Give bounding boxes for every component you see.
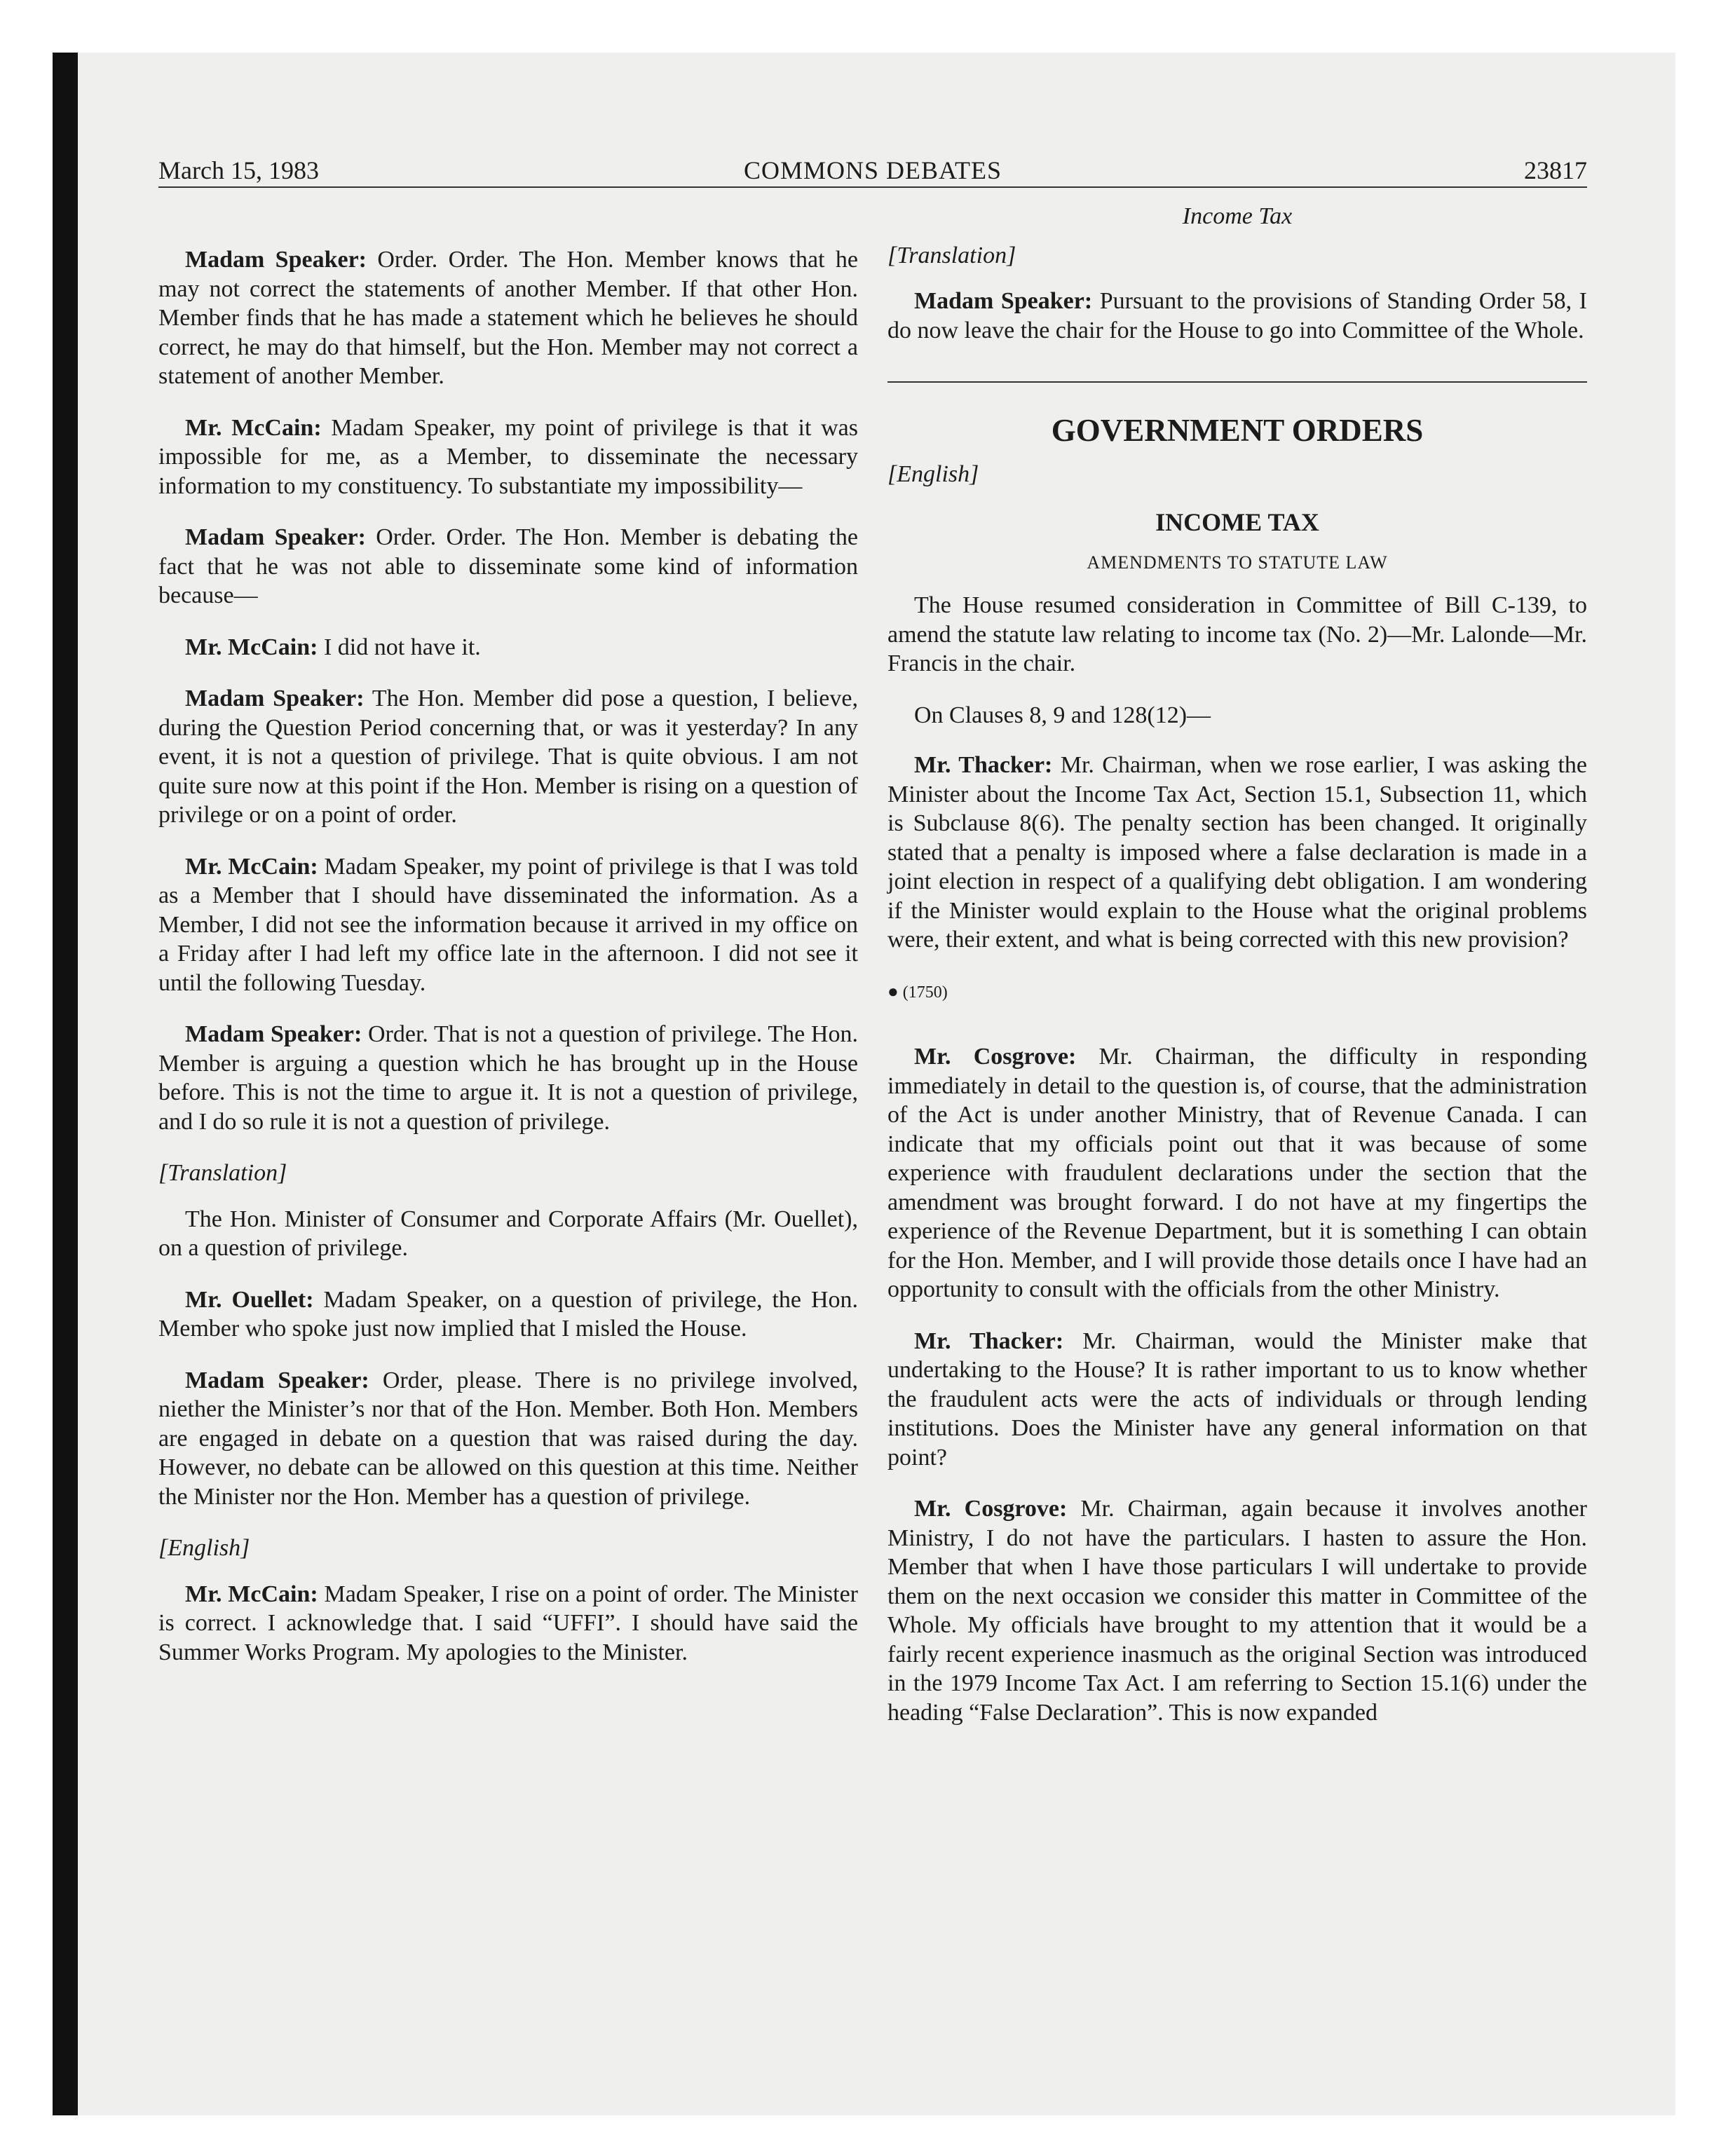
speech-text: Madam Speaker, on a question of privilege, the Hon. Member who spoke just now implied that I misled the House. — [158, 1286, 858, 1342]
section-title: GOVERNMENT ORDERS — [1051, 413, 1424, 448]
speech-paragraph — [158, 1580, 858, 1667]
speech-paragraph — [158, 1020, 858, 1136]
header-date: March 15, 1983 — [158, 156, 319, 184]
header-publication: COMMONS DEBATES — [743, 156, 1002, 184]
timestamp-text: (1750) — [902, 983, 948, 1002]
binding-edge — [53, 53, 78, 2115]
speech-paragraph — [158, 684, 858, 830]
timestamp — [887, 977, 1587, 1008]
speech-paragraph — [158, 414, 858, 501]
speaker-name: Mr. McCain: — [185, 634, 318, 660]
subsection-title: INCOME TAX — [1155, 507, 1319, 536]
language-marker: [English] — [887, 461, 979, 487]
speech-paragraph — [887, 1042, 1587, 1304]
section-rule — [887, 381, 1587, 383]
speech-text: Mr. Chairman, again because it involves another Ministry, I do not have the particulars. I hasten to assure the Hon. Member that when I have those particulars I will undertake to provide them on the next occasion we consider this matter in Committee of the Whole. My officials have brought to my attention that it would be a fairly recent experience inasmuch as the original Section was introduced in the 1979 Income Tax Act. I am referring to Section 15.1(6) under the heading “False Declaration”. This is now expanded — [887, 1496, 1587, 1726]
speech-paragraph — [158, 633, 858, 662]
language-marker: [Translation] — [158, 1160, 287, 1186]
speech-text: Madam Speaker, I rise on a point of order. The Minister is correct. I acknowledge that. I said “UFFI”. I should have said the Summer Works Program. My apologies to the Minister. — [158, 1581, 858, 1665]
language-marker: [English] — [158, 1535, 250, 1561]
speech-paragraph — [158, 852, 858, 998]
speaker-name: Mr. McCain: — [185, 853, 318, 880]
speech-text: Order. That is not a question of privilege. The Hon. Member is arguing a question which he has brought up in the House before. This is not the time to argue it. It is not a question of privilege, and I do so rule it is not a question of privilege. — [158, 1021, 858, 1135]
speech-paragraph — [158, 1366, 858, 1512]
speech-paragraph — [158, 1285, 858, 1344]
right-column — [887, 196, 1587, 1749]
speaker-name: Madam Speaker: — [914, 288, 1093, 314]
speech-text: Order. Order. The Hon. Member is debating the fact that he was not able to disseminate some kind of information because— — [158, 524, 858, 608]
speaker-name: Madam Speaker: — [185, 1021, 362, 1047]
bullet-icon: ● — [887, 981, 899, 1002]
speaker-name: Mr. Thacker: — [914, 752, 1053, 778]
left-column — [158, 196, 858, 1689]
speech-paragraph — [887, 287, 1587, 345]
speaker-name: Mr. Ouellet: — [185, 1286, 314, 1313]
page-header — [158, 153, 1587, 188]
speaker-name: Madam Speaker: — [185, 685, 365, 711]
header-page-number: 23817 — [1524, 156, 1587, 184]
speech-text: Madam Speaker, my point of privilege is that I was told as a Member that I should have disseminated the information. As a Member, I did not see the information because it arrived in my office on a Friday after I had left my office late in the afternoon. I did not see it until the following Tuesday. — [158, 853, 858, 996]
speech-paragraph — [887, 1494, 1587, 1727]
speaker-name: Madam Speaker: — [185, 247, 367, 273]
speech-text: I did not have it. — [318, 634, 481, 660]
speech-text: Pursuant to the provisions of Standing Order 58, I do now leave the chair for the House to go into Committee of the Whole. — [887, 288, 1587, 343]
header-rule — [158, 186, 1587, 188]
running-head: Income Tax — [1182, 203, 1293, 229]
speech-text: The Hon. Member did pose a question, I believe, during the Question Period concerning that, or was it yesterday? In any event, it is not a question of privilege. That is quite obvious. I am not quite sure now at this point if the Hon. Member is rising on a question of privilege or on a point of order. — [158, 685, 858, 828]
speech-paragraph — [887, 1327, 1587, 1473]
speaker-name: Mr. McCain: — [185, 414, 322, 441]
speech-text: Mr. Chairman, when we rose earlier, I was asking the Minister about the Income Tax Act, Section 15.1, Subsection 11, which is Subclause 8(6). The penalty section has been changed. It originally stated that a penalty is imposed where a false declaration is made in a joint election in respect of a qualifying debt obligation. I am wondering if the Minister would explain to the House what the original problems were, their extent, and what is being corrected with this new provision? — [887, 752, 1587, 953]
speech-paragraph — [158, 245, 858, 391]
speaker-name: Madam Speaker: — [185, 1367, 369, 1393]
speaker-name: Madam Speaker: — [185, 524, 366, 550]
speaker-name: Mr. Thacker: — [914, 1328, 1064, 1354]
language-marker: [Translation] — [887, 242, 1016, 268]
clauses-line: On Clauses 8, 9 and 128(12)— — [914, 702, 1211, 728]
narrative-paragraph: The Hon. Minister of Consumer and Corporate Affairs (Mr. Ouellet), on a question of privilege. — [158, 1206, 858, 1261]
speech-paragraph — [887, 751, 1587, 955]
speech-text: Mr. Chairman, the difficulty in responding immediately in detail to the question is, of course, that the administration of the Act is under another Ministry, that of Revenue Canada. I can indicate that my officials point out that it was because of some experience with fraudulent declarations under the section that the amendment was brought forward. I do not have at my fingertips the experience of the Revenue Department, but it is something I can obtain for the Hon. Member, and I will provide those details once I have had an opportunity to consult with the officials from the other Ministry. — [887, 1044, 1587, 1302]
speech-text: Order, please. There is no privilege involved, niether the Minister’s nor that of the Hon. Member. Both Hon. Members are engaged in debate on a question that was raised during the day. However, no debate can be allowed on this question at this time. Neither the Minister nor the Hon. Member has a question of privilege. — [158, 1367, 858, 1510]
speech-text: Mr. Chairman, would the Minister make that undertaking to the House? It is rather important to us to know whether the fraudulent acts were the acts of individuals or through lending institutions. Does the Minister have any general information on that point? — [887, 1328, 1587, 1471]
speaker-name: Mr. Cosgrove: — [914, 1496, 1068, 1522]
speech-text: Madam Speaker, my point of privilege is that it was impossible for me, as a Member, to disseminate the necessary information to my constituency. To substantiate my impossibility— — [158, 414, 858, 499]
narrative-paragraph: The House resumed consideration in Committee of Bill C-139, to amend the statute law relating to income tax (No. 2)—Mr. Lalonde—Mr. Francis in the chair. — [887, 592, 1587, 676]
speech-paragraph — [158, 523, 858, 610]
speaker-name: Mr. Cosgrove: — [914, 1044, 1077, 1070]
speaker-name: Mr. McCain: — [185, 1581, 318, 1607]
subsection-subtitle: AMENDMENTS TO STATUTE LAW — [1087, 552, 1388, 573]
speech-text: Order. Order. The Hon. Member knows that he may not correct the statements of another Member. If that other Hon. Member finds that he has made a statement which he believes he should correct, he may do that himself, but the Hon. Member may not correct a statement of another Member. — [158, 247, 858, 389]
